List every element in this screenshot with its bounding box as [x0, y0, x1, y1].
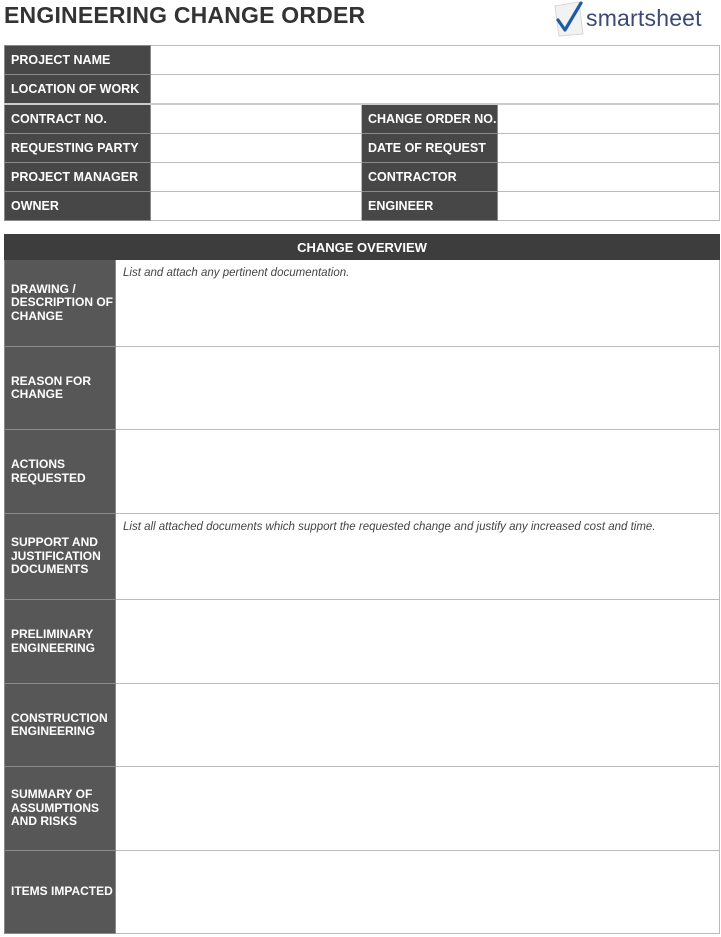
date-of-request-field[interactable] — [498, 134, 720, 163]
date-of-request-label: DATE OF REQUEST — [362, 134, 498, 163]
reason-for-change-field[interactable] — [116, 347, 720, 430]
owner-label: OWNER — [5, 192, 151, 221]
requesting-party-label: REQUESTING PARTY — [5, 134, 151, 163]
change-order-no-label: CHANGE ORDER NO. — [362, 104, 498, 134]
assumptions-risks-label: SUMMARY OF ASSUMPTIONS AND RISKS — [5, 767, 116, 851]
support-justification-field[interactable] — [116, 514, 720, 600]
contractor-label: CONTRACTOR — [362, 163, 498, 192]
logo-text: smartsheet — [586, 5, 702, 31]
support-justification-hint: List all attached documents which support the requested change and justify any increased cost and time. — [123, 521, 656, 533]
engineer-label: ENGINEER — [362, 192, 498, 221]
construction-engineering-label: CONSTRUCTION ENGINEERING — [5, 684, 116, 767]
change-overview-header: CHANGE OVERVIEW — [5, 235, 720, 260]
drawing-description-field[interactable] — [116, 260, 720, 347]
owner-field[interactable] — [151, 192, 362, 221]
requesting-party-field[interactable] — [151, 134, 362, 163]
project-name-label: PROJECT NAME — [5, 46, 151, 75]
engineer-field[interactable] — [498, 192, 720, 221]
items-impacted-label: ITEMS IMPACTED — [5, 851, 116, 934]
actions-requested-label: ACTIONS REQUESTED — [5, 430, 116, 514]
checkmark-icon — [553, 0, 587, 38]
smartsheet-logo — [553, 0, 719, 40]
contract-no-label: CONTRACT NO. — [5, 104, 151, 134]
location-of-work-field[interactable] — [151, 75, 720, 105]
contract-no-field[interactable] — [151, 104, 362, 134]
contractor-field[interactable] — [498, 163, 720, 192]
assumptions-risks-field[interactable] — [116, 767, 720, 851]
project-manager-field[interactable] — [151, 163, 362, 192]
change-overview-table — [4, 234, 720, 934]
items-impacted-field[interactable] — [116, 851, 720, 934]
change-order-no-field[interactable] — [498, 104, 720, 134]
project-info-table — [4, 45, 720, 221]
drawing-description-label: DRAWING / DESCRIPTION OF CHANGE — [5, 260, 116, 347]
actions-requested-field[interactable] — [116, 430, 720, 514]
preliminary-engineering-field[interactable] — [116, 600, 720, 684]
support-justification-label: SUPPORT AND JUSTIFICATION DOCUMENTS — [5, 514, 116, 600]
location-of-work-label: LOCATION OF WORK — [5, 75, 151, 105]
project-manager-label: PROJECT MANAGER — [5, 163, 151, 192]
preliminary-engineering-label: PRELIMINARY ENGINEERING — [5, 600, 116, 684]
drawing-description-hint: List and attach any pertinent documentation. — [123, 267, 350, 279]
project-name-field[interactable] — [151, 46, 720, 75]
page-title: ENGINEERING CHANGE ORDER — [4, 2, 366, 28]
construction-engineering-field[interactable] — [116, 684, 720, 767]
reason-for-change-label: REASON FOR CHANGE — [5, 347, 116, 430]
